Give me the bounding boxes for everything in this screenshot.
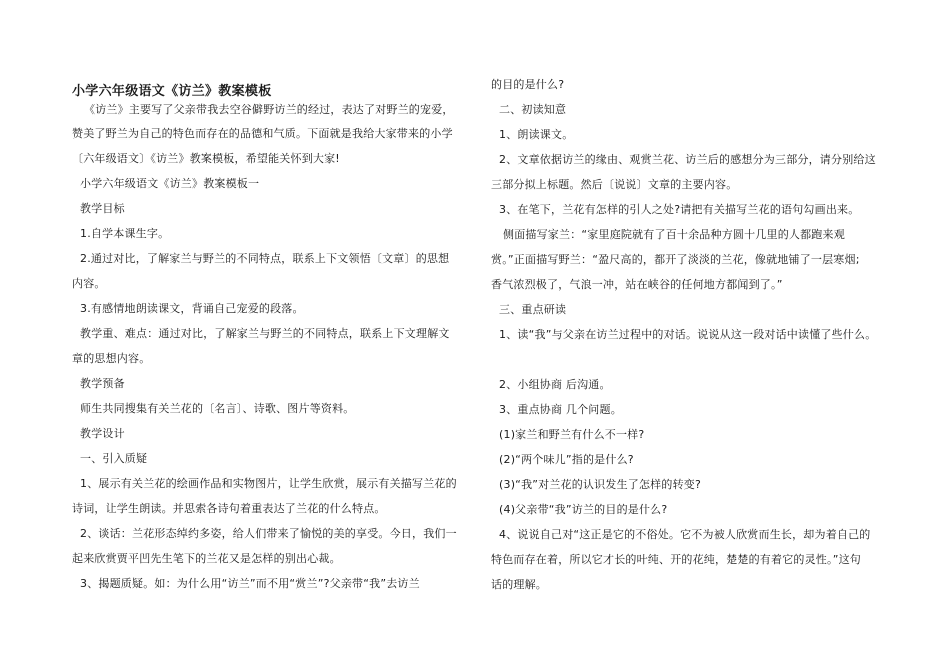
section-heading: 一、引入质疑 <box>80 452 148 465</box>
section-heading: 教学设计 <box>80 427 125 440</box>
paragraph-line: 《访兰》主要写了父亲带我去空谷僻野访兰的经过，表达了对野兰的宠爱， <box>84 103 454 116</box>
section-heading: 教学预备 <box>80 377 125 390</box>
paragraph-line: 1、读“我”与父亲在访兰过程中的对话。说说从这一段对话中读懂了些什么。 <box>499 328 877 341</box>
document-title: 小学六年级语文《访兰》教案模板 <box>72 84 272 99</box>
list-item: (2)“两个味儿”指的是什么? <box>499 453 634 466</box>
paragraph-line: 特色而存在着，所以它才长的叶纯、开的花纯，楚楚的有着它的灵性。”这句 <box>491 553 861 566</box>
paragraph-line: 3、揭题质疑。如：为什么用“访兰”而不用“赏兰”?父亲带“我”去访兰 <box>80 577 420 590</box>
list-item: (4)父亲带“我”访兰的目的是什么? <box>499 503 668 516</box>
paragraph-line: 4、说说自己对“这正是它的不俗处。它不为被人欣赏而生长，却为着自己的 <box>499 528 871 541</box>
paragraph-line: 香气浓烈极了，气浪一冲，站在峡谷的任何地方都闻到了。” <box>491 278 783 291</box>
paragraph-line: 1、朗读课文。 <box>499 128 574 141</box>
paragraph-line: 〔六年级语文〕《访兰》教案模板，希望能关怀到大家! <box>72 152 340 165</box>
paragraph-line: 内容。 <box>72 277 106 290</box>
paragraph-line: 1.自学本课生字。 <box>80 227 170 240</box>
paragraph-line: 侧面描写家兰：“家里庭院就有了百十余品种方圆十几里的人都跑来观 <box>503 228 845 241</box>
section-heading: 小学六年级语文《访兰》教案模板一 <box>80 177 260 190</box>
section-heading: 教学目标 <box>80 202 125 215</box>
paragraph-line: 3、重点协商 几个问题。 <box>499 403 622 416</box>
list-item: (3)“我”对兰花的认识发生了怎样的转变? <box>499 478 702 491</box>
paragraph-line: 师生共同搜集有关兰花的〔名言〕、诗歌、图片等资料。 <box>80 402 355 415</box>
paragraph-line: 赞美了野兰为自己的特色而存在的品德和气质。下面就是我给大家带来的小学 <box>72 127 453 140</box>
paragraph-line: 2、文章依据访兰的缘由、观赏兰花、访兰后的感想分为三部分，请分别给这 <box>499 153 876 166</box>
section-heading: 二、初读知意 <box>499 103 567 116</box>
section-heading: 三、重点研读 <box>499 303 567 316</box>
paragraph-line: 赏。”正面描写野兰：“盈尺高的，都开了淡淡的兰花，像就地铺了一层寒烟; <box>491 253 860 266</box>
paragraph-line: 2、小组协商 后沟通。 <box>499 378 611 391</box>
paragraph-line: 三部分拟上标题。然后〔说说〕文章的主要内容。 <box>491 178 738 191</box>
paragraph-line: 起来欣赏贾平凹先生笔下的兰花又是怎样的别出心裁。 <box>72 552 341 565</box>
paragraph-line: 1、展示有关兰花的绘画作品和实物图片，让学生欣赏，展示有关描写兰花的 <box>80 477 457 490</box>
paragraph-line: 教学重、难点：通过对比，了解家兰与野兰的不同特点，联系上下文理解文 <box>80 327 450 340</box>
list-item: (1)家兰和野兰有什么不一样? <box>499 428 645 441</box>
paragraph-line: 章的思想内容。 <box>72 352 151 365</box>
paragraph-line: 3、在笔下，兰花有怎样的引人之处?请把有关描写兰花的语句勾画出来。 <box>499 203 860 216</box>
paragraph-line: 话的理解。 <box>491 578 547 591</box>
paragraph-line: 2.通过对比，了解家兰与野兰的不同特点，联系上下文领悟〔文章〕的思想 <box>80 252 450 265</box>
paragraph-line: 的目的是什么? <box>491 78 565 91</box>
paragraph-line: 诗词，让学生朗读。并思索各诗句着重表达了兰花的什么特点。 <box>72 502 386 515</box>
paragraph-line: 3.有感情地朗读课文，背诵自己宠爱的段落。 <box>80 302 304 315</box>
paragraph-line: 2、谈话：兰花形态绰约多姿，给人们带来了愉悦的美的享受。今日，我们一 <box>80 527 457 540</box>
